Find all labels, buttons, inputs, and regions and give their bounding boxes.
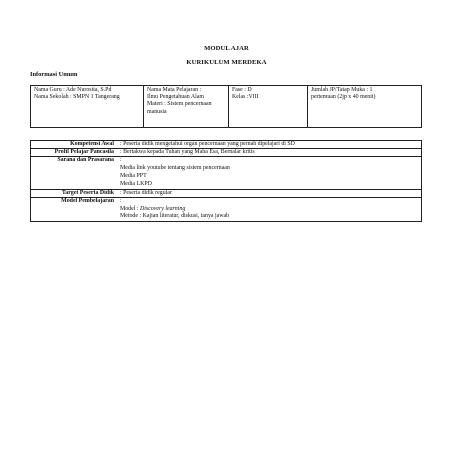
kompetensi-awal-value: : Peserta didik mengetahui organ pencernaan yang pernah dipelajari di SD [117, 141, 422, 149]
kompetensi-awal-label: Kompetensi Awal [31, 141, 118, 149]
subject-name: Ilmu Pengetahuan Alam [147, 94, 204, 101]
hours-line-2: pertemuan (2jp x 40 menit) [311, 94, 376, 101]
sarana-colon: : [120, 157, 122, 164]
document-title: MODUL AJAR [204, 45, 249, 52]
model-prefix: Model : [120, 205, 140, 212]
document-subtitle: KURIKULUM MERDEKA [186, 59, 267, 66]
profil-pancasila-value: : Bertakwa kepada Tuhan yang Maha Esa, Bernalar kritis [117, 149, 422, 157]
info-row [31, 86, 422, 128]
profil-pancasila-label: Profil Pelajar Pancasila [31, 149, 118, 157]
row-profil-pancasila [31, 149, 422, 157]
target-label: Target Peserta Didik [31, 189, 118, 197]
material-label: Materi : Sistem pencernaan [147, 101, 212, 108]
model-label: Model Pembelajaran [31, 197, 118, 221]
model-line [120, 206, 418, 214]
phase: Fase : D [232, 87, 252, 93]
row-kompetensi-awal [31, 141, 422, 149]
target-value: : Peserta didik regular [117, 189, 422, 197]
info-cell-teacher [31, 86, 144, 128]
row-model [31, 197, 422, 221]
hours-line-1: Jumlah JP/Tatap Muka : 1 [311, 87, 373, 93]
sarana-label: Sarana dan Prasarana [31, 157, 118, 189]
model-name: Discovery learning [139, 205, 186, 212]
method-line: Metode : Kajian literatur, diskusi, tanya jawab [120, 213, 230, 220]
school-name: Nama Sekolah : SMPN 1 Tangerang [34, 94, 120, 101]
sarana-item: Media PPT [120, 173, 147, 179]
model-value [117, 197, 422, 221]
teacher-name: Nama Guru : Ade Nurosita, S.Pd [34, 87, 112, 93]
info-cell-phase [229, 86, 308, 128]
row-sarana [31, 157, 422, 189]
sarana-item: Media LKPD [120, 180, 152, 187]
components-table [30, 140, 422, 222]
row-target [31, 189, 422, 197]
subject-label: Nama Mata Pelajaran : [147, 87, 202, 93]
section-heading: Informasi Umum [30, 71, 78, 78]
class: Kelas :VIII [232, 94, 259, 101]
info-table [30, 85, 422, 128]
material-name: manusia [147, 108, 167, 115]
sarana-item: Media link youtube tentang sistem pencernaan [120, 165, 230, 172]
model-colon: : [120, 197, 122, 204]
sarana-value [117, 157, 422, 189]
info-cell-hours [308, 86, 422, 128]
info-cell-subject [144, 86, 229, 128]
